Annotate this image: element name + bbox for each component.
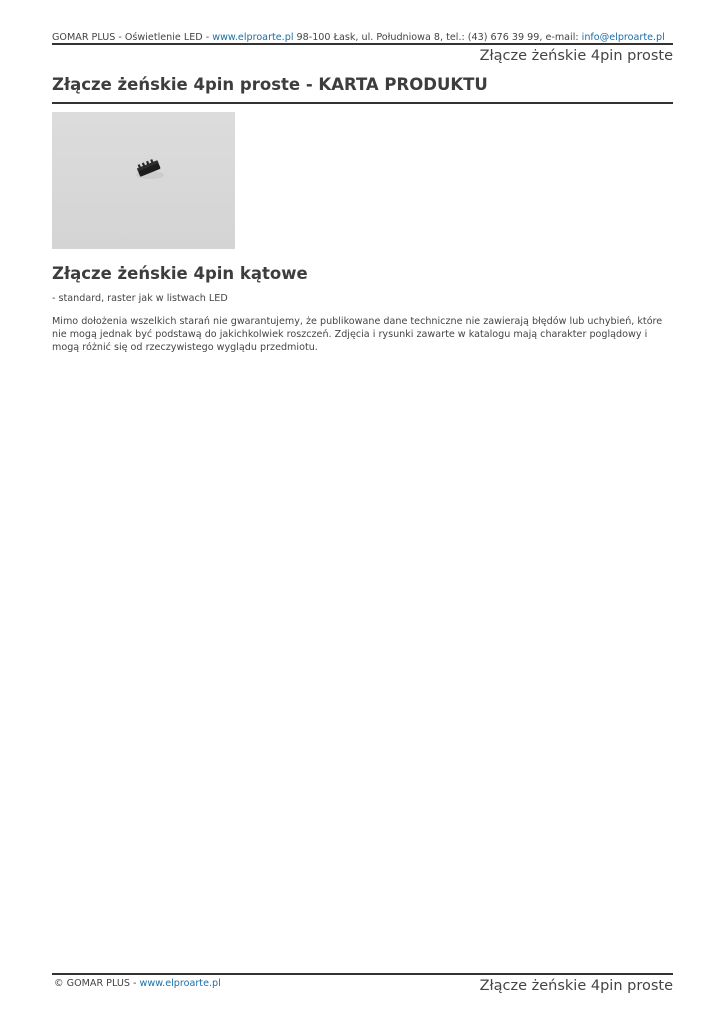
header-product-name: Złącze żeńskie 4pin proste: [479, 48, 673, 64]
product-feature: - standard, raster jak w listwach LED: [52, 293, 228, 304]
footer-product-name: Złącze żeńskie 4pin proste: [479, 978, 673, 994]
title-divider: [52, 102, 673, 104]
header-website-link[interactable]: www.elproarte.pl: [212, 32, 294, 43]
footer-divider: [52, 973, 673, 975]
connector-image: [52, 112, 235, 249]
footer-copyright-line: [54, 978, 221, 990]
header-company: GOMAR PLUS - Oświetlenie LED -: [52, 32, 213, 43]
footer-copyright: © GOMAR PLUS -: [54, 978, 140, 989]
header-divider: [52, 43, 673, 45]
product-sheet-page: [52, 0, 673, 1024]
header-email-link[interactable]: info@elproarte.pl: [581, 32, 665, 43]
product-photo: [52, 112, 235, 249]
product-subtitle: Złącze żeńskie 4pin kątowe: [52, 264, 308, 283]
page-title: Złącze żeńskie 4pin proste - KARTA PRODUKTU: [52, 75, 488, 94]
footer-website-link[interactable]: www.elproarte.pl: [139, 978, 221, 989]
header-address: 98-100 Łask, ul. Południowa 8, tel.: (43) 676 39 99, e-mail:: [293, 32, 582, 43]
disclaimer-text: Mimo dołożenia wszelkich starań nie gwarantujemy, że publikowane dane techniczne nie zawierają błędów lub uchybień, które nie mogą jednak być podstawą do jakichkolwiek roszczeń. Zdjęcia i rysunki zawarte w katalogu mają charakter poglądowy i mogą różnić się od rzeczywistego wyglądu przedmiotu.: [52, 316, 663, 353]
